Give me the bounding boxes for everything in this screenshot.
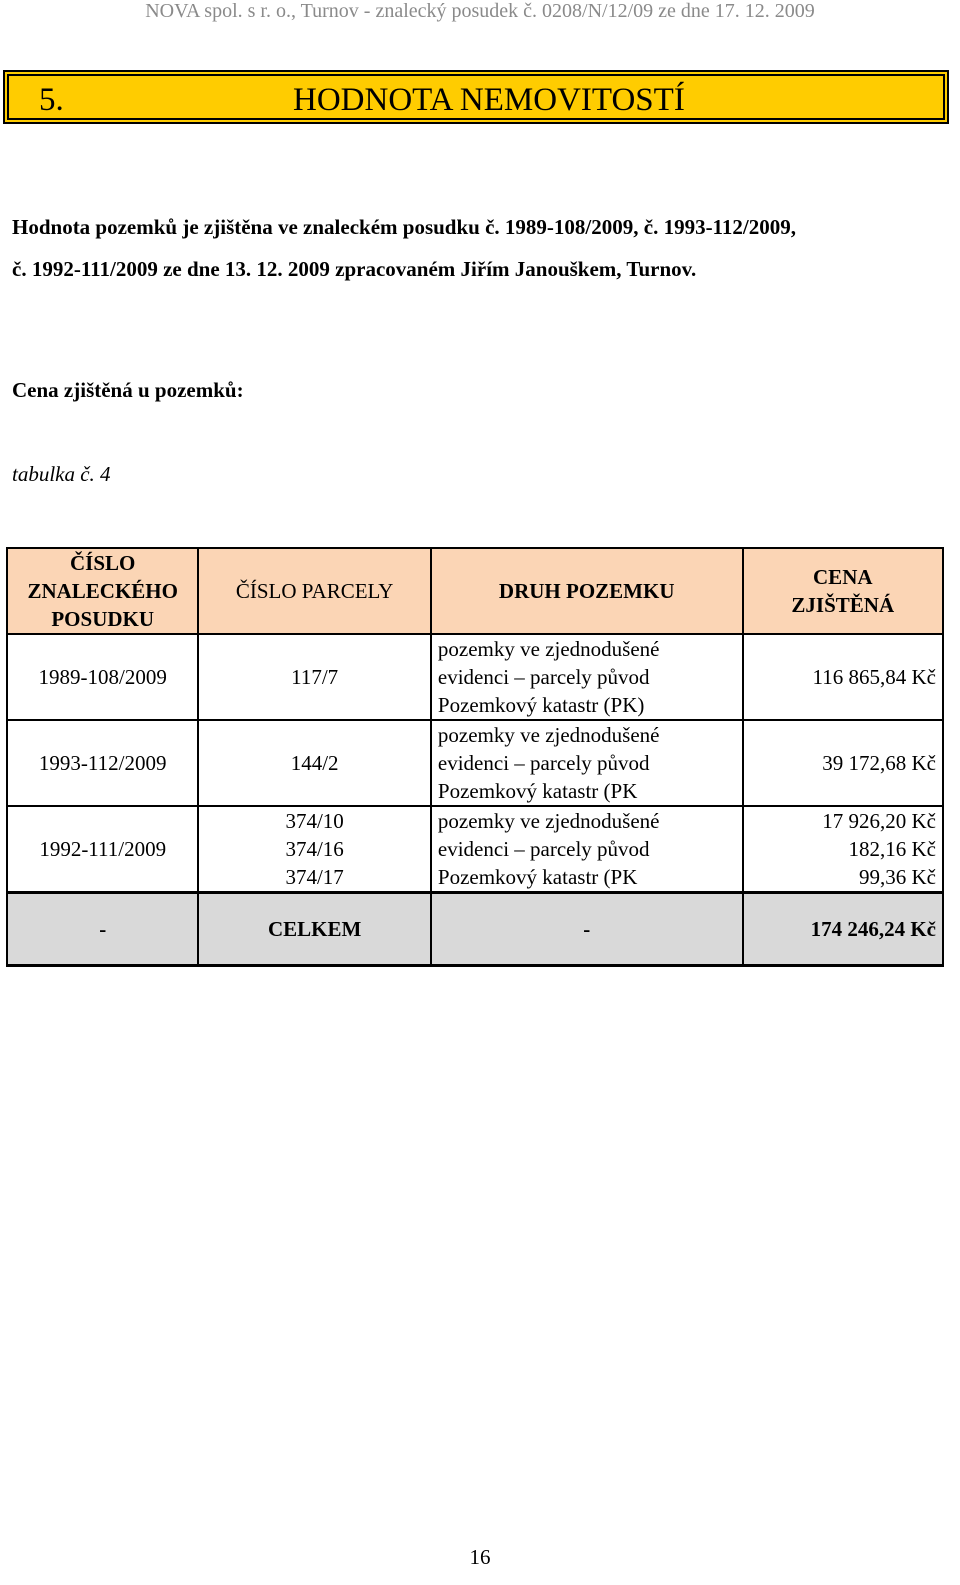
section-heading-band [3,70,949,124]
intro-paragraph [12,206,952,290]
cell-druh [431,634,743,720]
druh-line: evidenci – parcely původ [437,665,650,689]
page-number: 16 [469,1545,491,1569]
druh-line: pozemky ve zjednodušené [437,809,660,833]
subheading: Cena zjištěná u pozemků: [12,378,244,402]
cell-posudek: 1992-111/2009 [7,806,198,893]
intro-line: Hodnota pozemků je zjištěna ve znaleckém posudku č. 1989-108/2009, č. 1993-112/2009, [12,215,796,239]
price-value: 39 172,68 Kč [822,751,936,775]
cell-parcela [198,720,430,806]
running-header: NOVA spol. s r. o., Turnov - znalecký posudek č. 0208/N/12/09 ze dne 17. 12. 2009 [145,0,815,22]
table-caption: tabulka č. 4 [12,462,111,486]
table-row [7,634,943,720]
price-value: 17 926,20 Kč [822,809,936,833]
parcel-number: 144/2 [290,751,339,775]
price-value: 182,16 Kč [848,837,936,861]
table-row [7,720,943,806]
parcel-number: 374/16 [285,837,344,861]
cell-posudek: 1993-112/2009 [7,720,198,806]
total-cell-dash: - [431,893,743,966]
header-parcela: ČÍSLO PARCELY [198,548,430,634]
header-text: ČÍSLO [70,551,136,575]
header-text: POSUDKU [51,607,155,631]
price-value: 99,36 Kč [859,865,936,889]
table-header-row [7,548,943,634]
parcel-number: 374/10 [285,809,344,833]
header-cena [743,548,943,634]
cell-druh [431,806,743,893]
header-druh: DRUH POZEMKU [431,548,743,634]
druh-line: Pozemkový katastr (PK) [437,693,645,717]
druh-line: evidenci – parcely původ [437,751,650,775]
header-posudek [7,548,198,634]
cell-druh [431,720,743,806]
druh-line: pozemky ve zjednodušené [437,637,660,661]
intro-line: č. 1992-111/2009 ze dne 13. 12. 2009 zpracovaném Jiřím Janouškem, Turnov. [12,257,697,281]
druh-line: Pozemkový katastr (PK [437,865,638,889]
cell-cena [743,720,943,806]
cell-posudek: 1989-108/2009 [7,634,198,720]
land-value-table [6,547,944,967]
header-text: CENA [813,565,873,589]
price-value: 116 865,84 Kč [812,665,936,689]
druh-line: pozemky ve zjednodušené [437,723,660,747]
header-text: ZJIŠTĚNÁ [791,593,895,617]
total-label: CELKEM [198,893,430,966]
header-text: ZNALECKÉHO [27,579,178,603]
total-row [7,893,943,966]
total-cell-dash: - [7,893,198,966]
cell-parcela [198,634,430,720]
section-title: HODNOTA NEMOVITOSTÍ [293,82,685,118]
cell-cena [743,634,943,720]
parcel-number: 117/7 [291,665,339,689]
total-value: 174 246,24 Kč [743,893,943,966]
table-row [7,806,943,893]
parcel-number: 374/17 [285,865,344,889]
section-number: 5. [39,82,64,118]
druh-line: Pozemkový katastr (PK [437,779,638,803]
druh-line: evidenci – parcely původ [437,837,650,861]
cell-parcela [198,806,430,893]
cell-cena [743,806,943,893]
